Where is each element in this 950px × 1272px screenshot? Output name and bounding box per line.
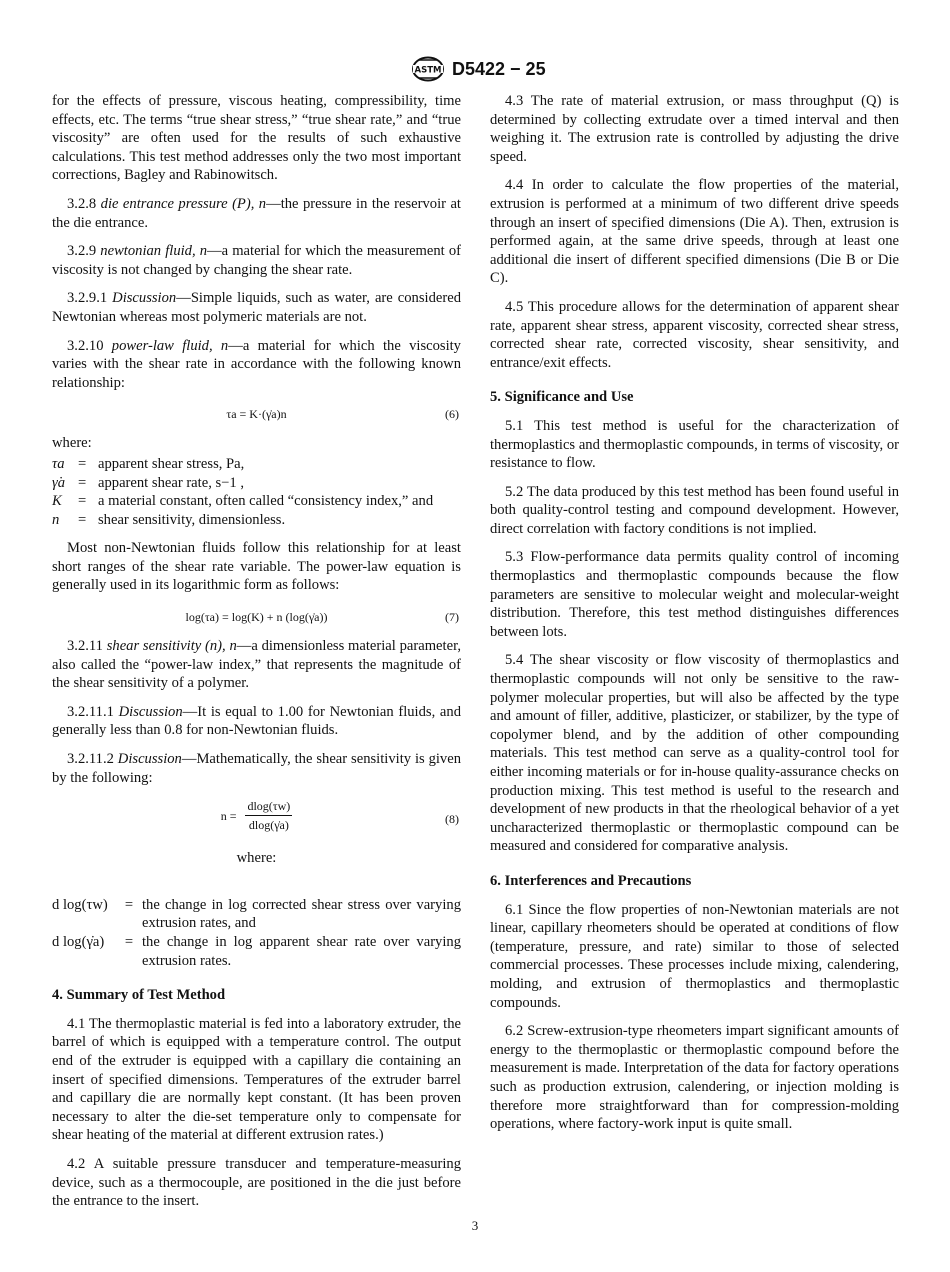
paragraph-4-3: 4.3 The rate of material extrusion, or mass throughput (Q) is determined by collecting extrudate over a timed interval and then weighing it. The extrusion rate is controlled by adjusting the drive speed. — [490, 93, 899, 165]
definition-3-2-9: 3.2.9 newtonian fluid, n—a material for which the measurement of viscosity is not changed by changing the shear rate. — [52, 243, 461, 278]
equation-7 — [52, 605, 461, 629]
paragraph-5-2: 5.2 The data produced by this test method has been found useful in both quality-control testing and compound development. However, direct correlation with factory conditions is not implied. — [490, 483, 899, 537]
discussion-3-2-9-1: 3.2.9.1 Discussion—Simple liquids, such as water, are considered Newtonian whereas most polymeric materials are not. — [52, 290, 461, 325]
definition-3-2-11: 3.2.11 shear sensitivity (n), n—a dimensionless material parameter, also called the “power-law index,” that represents the magnitude of the shear sensitivity of a polymer. — [52, 638, 461, 692]
astm-logo-icon — [409, 56, 447, 82]
symbol-definitions — [52, 455, 461, 529]
equation-7-body: log(τa) = log(K) + n (log(γ̇a)) — [185, 610, 328, 625]
equation-7-number: (7) — [445, 610, 459, 625]
where-label: where: — [52, 435, 92, 452]
page-number: 3 — [471, 1218, 479, 1233]
paragraph-6-2: 6.2 Screw-extrusion-type rheometers impart significant amounts of energy to the thermoplastic or thermoplastic compound before the measurement is made. Interpretation of the data for factory operations such as production extrusion, calendering, or injection molding is therefore more straightforward than for compression-molding operations, where factory-work input is quite small. — [490, 1023, 899, 1133]
definition-row: γ̇a = apparent shear rate, s−1 , — [52, 474, 244, 491]
equation-8-number: (8) — [445, 812, 459, 827]
equation-8-where: where: — [236, 850, 277, 867]
equation-8-numerator: dlog(τw) — [245, 799, 292, 816]
definition-row: n = shear sensitivity, dimensionless. — [52, 511, 286, 528]
paragraph-4-5: 4.5 This procedure allows for the determination of apparent shear rate, apparent shear stress, apparent viscosity, corrected shear stress, corrected shear rate, corrected viscosity, shear sensitivity, and entrance/exit effects. — [490, 298, 899, 371]
left-column — [52, 92, 461, 1221]
right-column — [490, 92, 899, 1144]
paragraph-6-1: 6.1 Since the flow properties of non-Newtonian materials are not linear, capillary rheometers should be operated at conditions of flow (temperature, pressure, and rate) similar to those of selected commercial processes. These processes include mixing, calendering, molding, and extrusion of thermoplastics and thermoplastic compounds. — [490, 901, 899, 1011]
equation-6 — [52, 402, 461, 426]
section-4-heading: 4. Summary of Test Method — [52, 987, 226, 1004]
svg-text:ASTM: ASTM — [414, 65, 442, 76]
paragraph-5-1: 5.1 This test method is useful for the characterization of thermoplastics and thermoplastic compounds, in terms of viscosity, or resistance to flow. — [490, 417, 899, 472]
definition-row: d log(γ̇a) = the change in log apparent shear rate over varying extrusion rates. — [52, 934, 461, 969]
document-id: D5422 − 25 — [452, 59, 546, 79]
paragraph-5-3: 5.3 Flow-performance data permits quality control of incoming thermoplastics and thermoplastic compounds because the flow parameters are sensitive to molecular weight and molecular-weight distribution. Therefore, this test method distinguishes differences between lots. — [490, 549, 899, 640]
equation-6-body: τa = K·(γ̇a)n — [226, 407, 287, 422]
discussion-3-2-11-1: 3.2.11.1 Discussion—It is equal to 1.00 for Newtonian fluids, and generally less than 0.8 for non-Newtonian fluids. — [52, 703, 461, 739]
definition-row: K = a material constant, often called “consistency index,” and — [52, 493, 434, 510]
definition-row: d log(τw) = the change in log corrected shear stress over varying extrusion rates, and — [52, 896, 461, 932]
section-5-heading: 5. Significance and Use — [490, 389, 634, 406]
definition-row: τa = apparent shear stress, Pa, — [52, 455, 245, 472]
equation-8 — [52, 797, 461, 841]
paragraph-4-1: 4.1 The thermoplastic material is fed into a laboratory extruder, the barrel of which is equipped with a temperature control. The output end of the extruder is equipped with a capillary die containing an insert of specified dimensions. Temperatures of the extruder barrel and capillary die are normally kept constant. (It has been proven necessary to alter the die-set temperature only to compensate for shear heating of the material at different extrusion rates.) — [52, 1015, 461, 1144]
equation-8-definitions — [52, 896, 461, 970]
page-header — [0, 56, 950, 82]
paragraph-4-2: 4.2 A suitable pressure transducer and temperature-measuring device, such as a thermocouple, are positioned in the die just before the entrance to the insert. — [52, 1155, 461, 1210]
paragraph-4-4: 4.4 In order to calculate the flow properties of the material, extrusion is performed at a minimum of two different drive speeds through an insert of specified dimensions (Die A). Then, extrusion is performed again, at the same drive speeds, through at least one additional die insert of different specified dimensions (Die B or Die C). — [490, 177, 899, 287]
equation-8-lhs: n = — [220, 808, 237, 823]
paragraph-continued: for the effects of pressure, viscous heating, compressibility, time effects, etc. The terms “true shear stress,” “true shear rate,” and “true viscosity” are often used for the results of such exhaustive calculations. This test method addresses only the two most important corrections, Bagley and Rabinowitsch. — [52, 93, 461, 184]
definition-3-2-10: 3.2.10 power-law fluid, n—a material for which the viscosity varies with the shear rate in accordance with the following known relationship: — [52, 337, 461, 391]
equation-8-denominator: dlog(γ̇a) — [248, 818, 289, 833]
equation-6-number: (6) — [445, 407, 459, 422]
paragraph-5-4: 5.4 The shear viscosity or flow viscosity of thermoplastics and thermoplastic compounds will not only be sensitive to the raw-polymer molecular properties, but will also be affected by the type and amount of filler, additive, plasticizer, or stabilizer, by the type of copolymer blend, and by the addition of other compounding materials. This test method can serve as a quality-control tool for either incoming materials or for in-house quality-assurance checks on production mixing. This test method is useful to the research and development of new products in that the rheological behavior of a yet uncharacterized thermoplastic or thermoplastic compound can be measured and considered for comparative analysis. — [490, 652, 899, 855]
paragraph-non-newtonian: Most non-Newtonian fluids follow this relationship for at least short ranges of the shear rate variable. The power-law equation is generally used in its logarithmic form as follows: — [52, 540, 461, 594]
definition-3-2-8: 3.2.8 die entrance pressure (P), n—the pressure in the reservoir at the die entrance. — [52, 195, 461, 231]
section-6-heading: 6. Interferences and Precautions — [490, 872, 692, 889]
discussion-3-2-11-2: 3.2.11.2 Discussion—Mathematically, the shear sensitivity is given by the following: — [52, 751, 461, 786]
